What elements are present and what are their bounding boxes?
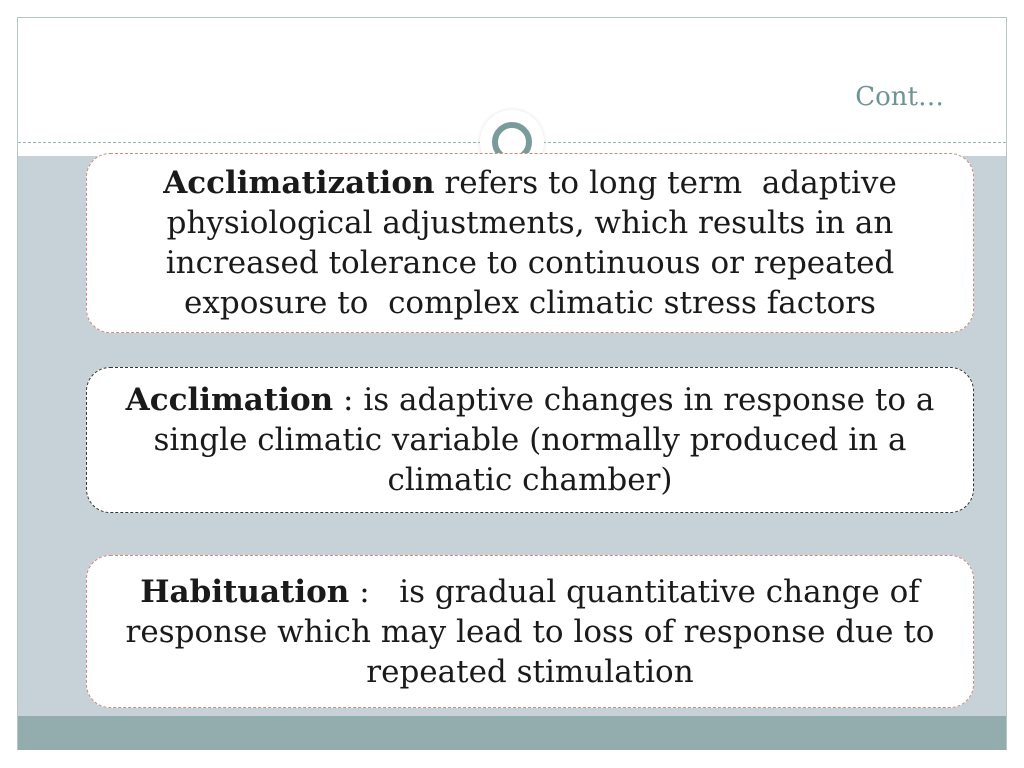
definition-body: refers to long term adaptive physiological adjustments, which results in an increased tolerance to continuous or repeated exposure to complex climatic stress factors — [165, 165, 907, 321]
definition-box-habituation — [86, 555, 974, 708]
definition-term: Acclimatization — [163, 165, 435, 201]
definition-box-acclimatization — [86, 153, 974, 333]
definition-body: : is gradual quantitative change of response which may lead to loss of response due to repeated stimulation — [125, 573, 945, 690]
definition-term: Habituation — [140, 573, 350, 610]
slide-title: Cont… — [855, 82, 944, 112]
definition-box-acclimation — [86, 367, 974, 513]
definition-body: : is adaptive changes in response to a single climatic variable (normally produced in a climatic chamber) — [153, 382, 945, 498]
definition-text — [111, 572, 949, 692]
definition-text — [111, 380, 949, 500]
footer-band — [18, 716, 1006, 750]
definition-text — [111, 163, 949, 323]
definition-term: Acclimation — [125, 382, 334, 418]
